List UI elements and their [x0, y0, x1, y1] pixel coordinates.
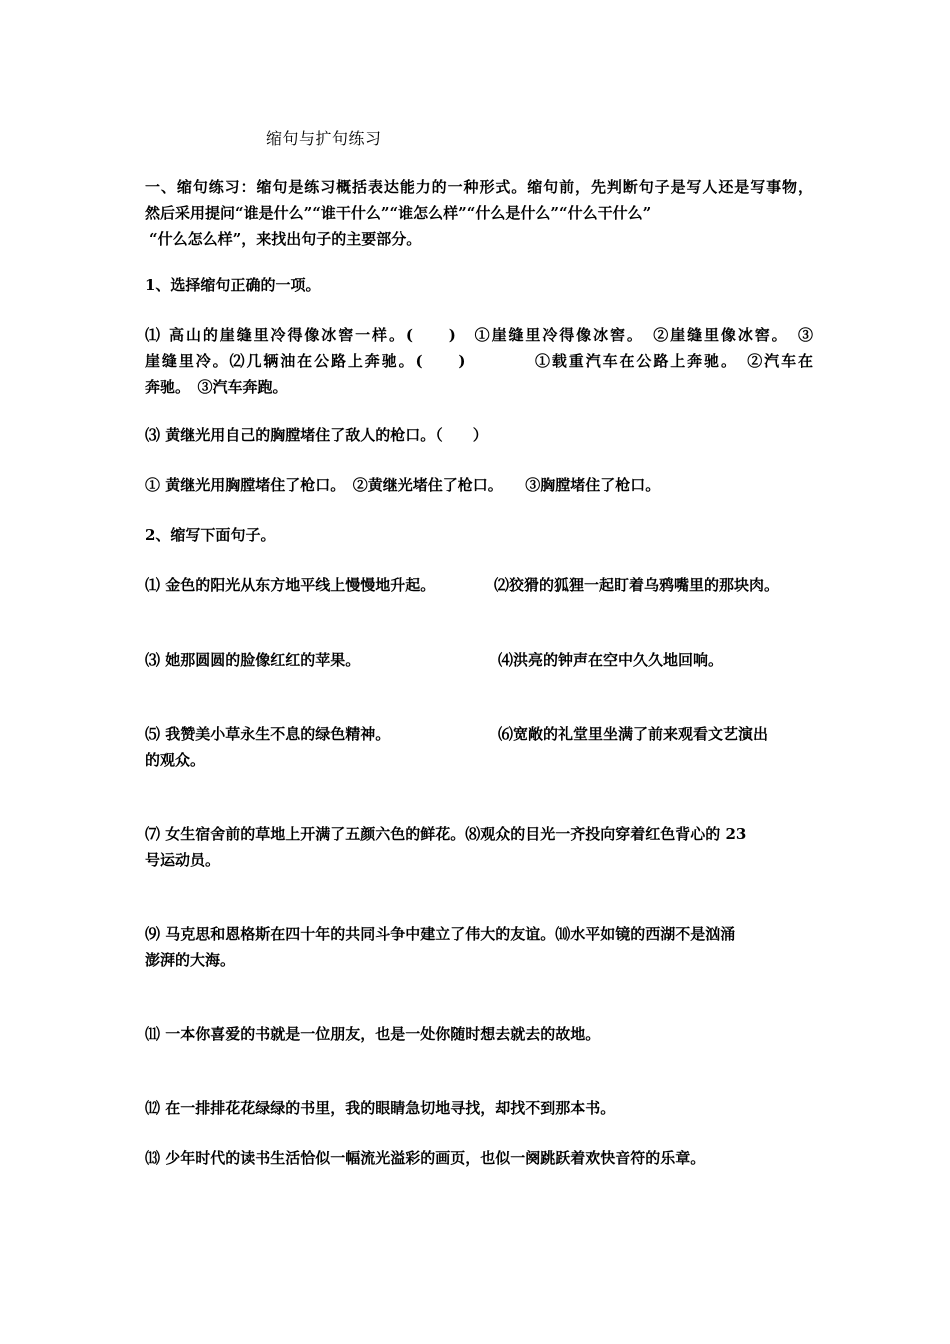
- section1-heading: 1、选择缩句正确的一项。: [145, 276, 321, 294]
- section2-item-7-8: ⑺ 女生宿舍前的草地上开满了五颜六色的鲜花。⑻观众的目光一齐投向穿着红色背心的 23: [145, 825, 747, 843]
- section1-q3-options: ① 黄继光用胸膛堵住了枪口。 ②黄继光堵住了枪口。 ③胸膛堵住了枪口。: [145, 476, 661, 494]
- section1-q3: ⑶ 黄继光用自己的胸膛堵住了敌人的枪口。（ ）: [145, 426, 488, 444]
- section2-item-8-cont: 号运动员。: [145, 851, 221, 869]
- section2-item-6-cont: 的观众。: [145, 751, 206, 769]
- intro-paragraph: [145, 174, 813, 252]
- section2-item-11: ⑾ 一本你喜爱的书就是一位朋友，也是一处你随时想去就去的故地。: [145, 1025, 601, 1043]
- section1-q1-line-3: 奔驰。 ③汽车奔跑。: [145, 378, 288, 396]
- section2-item-6: ⑹宽敞的礼堂里坐满了前来观看文艺演出: [498, 725, 769, 743]
- section2-item-10-cont: 澎湃的大海。: [145, 951, 236, 969]
- section2-item-9-10: ⑼ 马克思和恩格斯在四十年的共同斗争中建立了伟大的友谊。⑽水平如镜的西湖不是汹涌: [145, 925, 736, 943]
- intro-line-3: “什么怎么样”，来找出句子的主要部分。: [149, 230, 422, 248]
- section2-item-3: ⑶ 她那圆圆的脸像红红的苹果。: [145, 651, 361, 669]
- section2-item-13: ⒀ 少年时代的读书生活恰似一幅流光溢彩的画页，也似一阕跳跃着欢快音符的乐章。: [145, 1149, 706, 1167]
- section2-item-12: ⑿ 在一排排花花绿绿的书里，我的眼睛急切地寻找，却找不到那本书。: [145, 1099, 616, 1117]
- section1-q1-line-2: 崖缝里冷。⑵几辆油在公路上奔驰。( ) ①载重汽车在公路上奔驰。 ②汽车在: [145, 352, 813, 370]
- intro-line-2: 然后采用提问“谁是什么”“谁干什么”“谁怎么样”“什么是什么”“什么干什么”: [145, 204, 652, 222]
- section2-item-5: ⑸ 我赞美小草永生不息的绿色精神。: [145, 725, 391, 743]
- intro-line-1: 一、缩句练习：缩句是练习概括表达能力的一种形式。缩句前，先判断句子是写人还是写事物，: [145, 178, 813, 196]
- section2-item-2: ⑵狡猾的狐狸一起盯着乌鸦嘴里的那块肉。: [494, 576, 780, 594]
- section2-item-4: ⑷洪亮的钟声在空中久久地回响。: [498, 651, 724, 669]
- section2-item-1: ⑴ 金色的阳光从东方地平线上慢慢地升起。: [145, 576, 436, 594]
- section1-q1-line-1: ⑴ 高山的崖缝里冷得像冰窖一样。( ) ①崖缝里冷得像冰窖。 ②崖缝里像冰窖。 ③: [145, 326, 813, 344]
- document-title: 缩句与扩句练习: [266, 129, 382, 148]
- section2-heading: 2、缩写下面句子。: [145, 526, 276, 544]
- section1-q1-block: [145, 322, 813, 400]
